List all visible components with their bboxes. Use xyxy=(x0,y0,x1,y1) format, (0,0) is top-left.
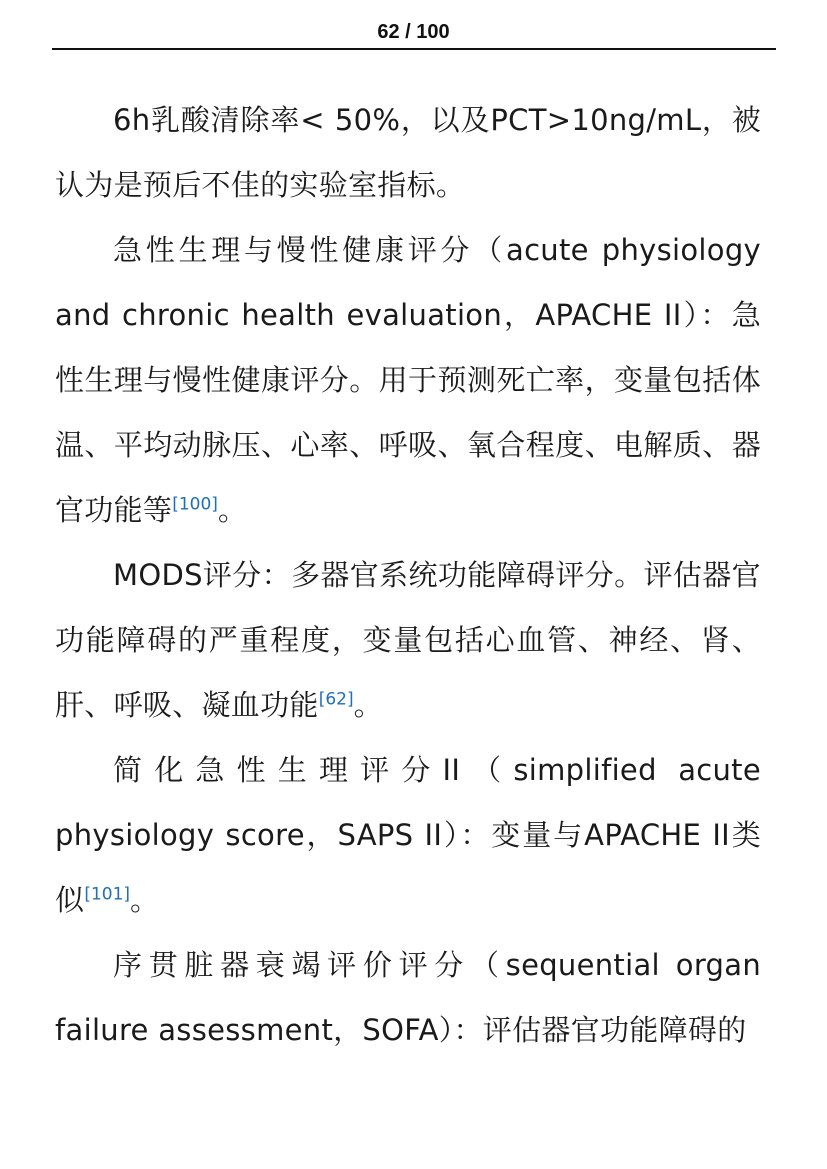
paragraph-end-punct: 。 xyxy=(217,493,248,527)
document-body xyxy=(55,88,761,1063)
paragraph-mods xyxy=(55,543,761,738)
header-divider xyxy=(52,48,776,50)
citation-link[interactable]: [101] xyxy=(84,884,131,905)
paragraph-text: 急性生理与慢性健康评分（acute physiology and chronic health evaluation，APACHE II）：急性生理与慢性健康评分。用于预测死亡率，变量包括体温、平均动脉压、心率、呼吸、氧合程度、电解质、器官功能等 xyxy=(55,233,761,527)
paragraph-saps xyxy=(55,738,761,933)
paragraph-apache xyxy=(55,218,761,543)
paragraph-end-punct: 。 xyxy=(130,883,160,917)
paragraph-text: MODS评分：多器官系统功能障碍评分。评估器官功能障碍的严重程度，变量包括心血管、神经、肾、肝、呼吸、凝血功能 xyxy=(55,558,761,722)
paragraph-end-punct: 。 xyxy=(353,688,383,722)
paragraph-lactate xyxy=(55,88,761,218)
citation-link[interactable]: [62] xyxy=(318,689,354,710)
page-number: 62 / 100 xyxy=(377,21,450,43)
citation-link[interactable]: [100] xyxy=(172,494,218,515)
paragraph-sofa xyxy=(55,933,761,1063)
paragraph-text: 6h乳酸清除率< 50%，以及PCT>10ng/mL，被认为是预后不佳的实验室指标。 xyxy=(55,103,761,202)
paragraph-text: 简化急性生理评分II（simplified acute physiology score，SAPS II）：变量与APACHE II类似 xyxy=(55,753,761,917)
paragraph-text: 序贯脏器衰竭评价评分（sequential organ failure assessment，SOFA）：评估器官功能障碍的 xyxy=(55,948,761,1047)
